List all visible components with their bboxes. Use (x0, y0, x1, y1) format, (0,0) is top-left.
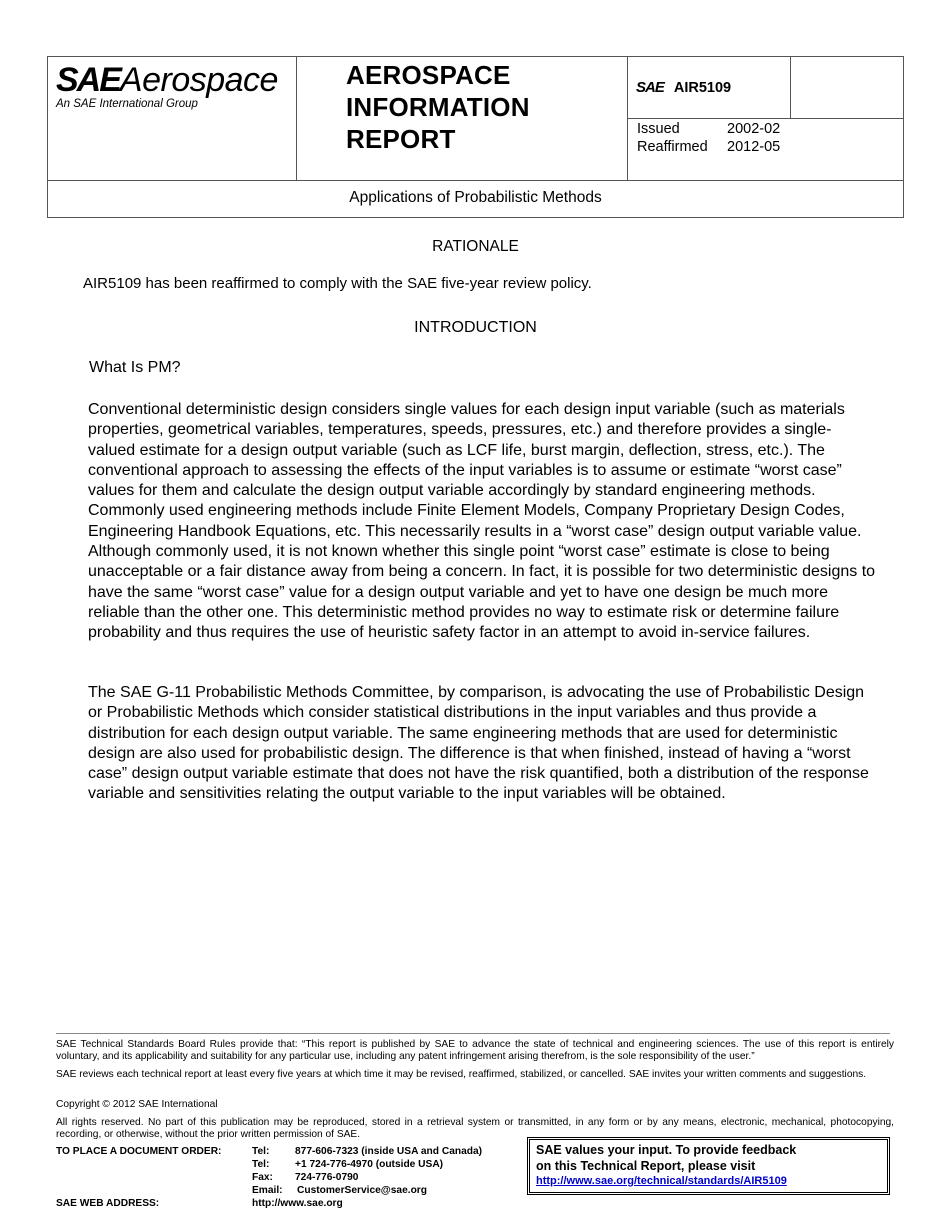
paragraph-deterministic-design: Conventional deterministic design considers single values for each design input variable (such as materials properties, geometrical variables, temperatures, speeds, pressures, etc.) and therefore provides a single-valued estimate for a design output variable (such as LCF life, burst margin, deflection, stress, etc.). The conventional approach to assessing the effects of the input variables is to assume or estimate “worst case” values for them and calculate the design output variable accordingly by standard engineering methods. Commonly used engineering methods include Finite Element Models, Company Proprietary Design Codes, Engineering Handbook Equations, etc. This necessarily results in a “worst case” design output variable value. Although commonly used, it is not known whether this single point “worst case” estimate is close to being unacceptable or a fair distance away from being a concern. In fact, it is possible for two deterministic designs to have the same “worst case” value for a design output variable and yet to have one design be much more reliable than the other one. This deterministic method provides no way to estimate risk or determine failure probability and thus requires the use of heuristic safety factor in an attempt to avoid in-service failures. (88, 401, 876, 642)
subheading-what-is-pm: What Is PM? (89, 359, 181, 376)
document-number-block (636, 79, 731, 96)
header-divider (790, 57, 791, 119)
issue-dates (637, 120, 780, 156)
introduction-heading: INTRODUCTION (414, 319, 537, 336)
report-type-line: REPORT (346, 124, 456, 154)
order-tel-outside: +1 724-776-4970 (outside USA) (295, 1159, 444, 1170)
web-address-label: SAE WEB ADDRESS: (56, 1198, 160, 1209)
rationale-heading: RATIONALE (432, 238, 519, 255)
issued-date: 2002-02 (727, 121, 781, 137)
reaffirmed-label: Reaffirmed (637, 139, 708, 155)
order-email[interactable]: CustomerService@sae.org (297, 1185, 427, 1196)
review-policy: SAE reviews each technical report at least every five years at which time it may be revised, reaffirmed, stabilized, or cancelled. SAE invites your written comments and suggestions. (56, 1069, 867, 1080)
document-number: AIR5109 (673, 80, 732, 96)
feedback-link[interactable]: http://www.sae.org/technical/standards/AIR5109 (536, 1175, 787, 1187)
rationale-text: AIR5109 has been reaffirmed to comply with the SAE five-year review policy. (83, 275, 592, 292)
sae-small-logo: SAE (636, 79, 664, 96)
logo-subtitle: An SAE International Group (56, 98, 198, 110)
copyright: Copyright © 2012 SAE International (56, 1099, 218, 1110)
standards-board-rules: SAE Technical Standards Board Rules provide that: “This report is published by SAE to advance the state of technical and engineering sciences. The use of this report is entirely voluntary, and its applicability and suitability for any particular use, including any patent infringement arising therefrom, is the sole responsibility of the user.” (56, 1039, 894, 1063)
feedback-line-1: SAE values your input. To provide feedback (536, 1143, 797, 1157)
report-type (346, 59, 530, 155)
order-tel-inside: 877-606-7323 (inside USA and Canada) (295, 1146, 483, 1157)
header-table (47, 56, 904, 218)
issued-label: Issued (637, 121, 680, 137)
report-type-line: INFORMATION (346, 92, 530, 122)
report-type-line: AEROSPACE (346, 60, 511, 90)
order-fax: 724-776-0790 (295, 1172, 359, 1183)
header-divider (48, 180, 903, 181)
logo-sae-text: SAE (56, 61, 120, 99)
footer-divider (56, 1033, 890, 1034)
reaffirmed-date: 2012-05 (727, 139, 781, 155)
order-tel-label: Tel: (252, 1159, 270, 1170)
document-title: Applications of Probabilistic Methods (349, 189, 602, 206)
header-divider (627, 118, 903, 119)
sae-aerospace-logo (56, 63, 278, 110)
logo-aerospace-text: Aerospace (119, 61, 278, 99)
header-divider (296, 57, 297, 180)
paragraph-probabilistic-methods: The SAE G-11 Probabilistic Methods Committee, by comparison, is advocating the use of Probabilistic Design or Probabilistic Methods which consider statistical distributions in the input variables and thus provide a distribution for each design output variable. The same engineering methods that are used for deterministic design are also used for probabilistic design. The difference is that when finished, instead of having a “worst case” design output variable estimate that does not have the risk quantified, both a distribution of the response variable and sensitivities relating the output variable to the input variables will be obtained. (88, 684, 869, 803)
feedback-line-2: on this Technical Report, please visit (536, 1158, 756, 1173)
order-label: TO PLACE A DOCUMENT ORDER: (56, 1146, 222, 1157)
order-tel-label: Tel: (252, 1146, 270, 1157)
order-fax-label: Fax: (252, 1172, 273, 1183)
order-email-label: Email: (252, 1185, 283, 1196)
web-address[interactable]: http://www.sae.org (252, 1198, 343, 1209)
rights-reserved: All rights reserved. No part of this publication may be reproduced, stored in a retrieval system or transmitted, in any form or by any means, electronic, mechanical, photocopying, recording, or otherwise, without the prior written permission of SAE. (56, 1117, 894, 1141)
feedback-box (527, 1137, 890, 1195)
